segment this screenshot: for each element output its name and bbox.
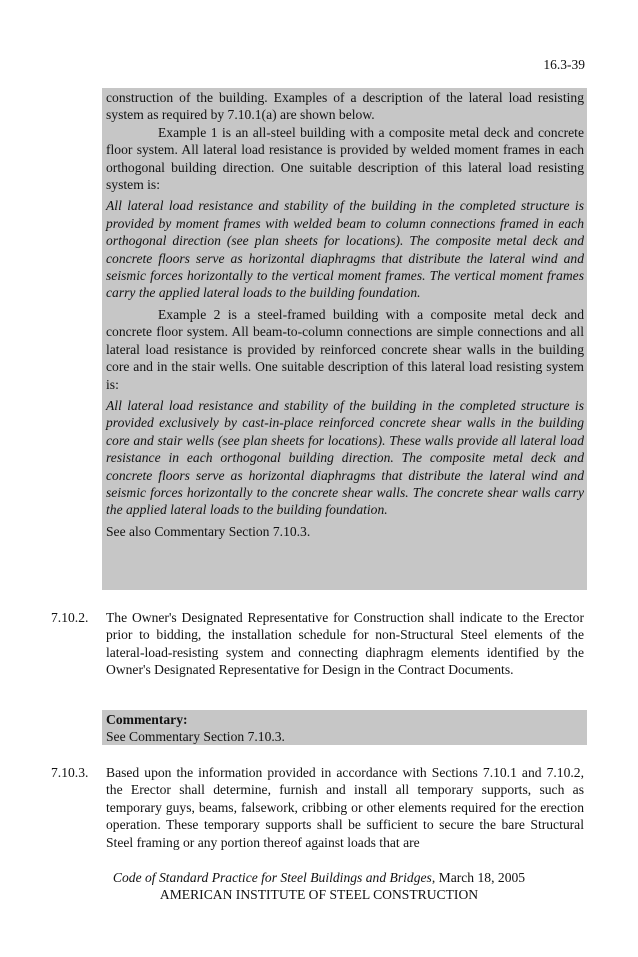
example-1-quote: All lateral load resistance and stability of the building in the completed structure is provided by moment frames with welded beam to column connections framed in each orthogonal direction (see plan sheets for locations). The composite metal deck and concrete floors serve as horizontal diaphragms that distribute the lateral wind and seismic forces horizontally to the vertical moment frames. The vertical moment frames carry the applied lateral loads to the building foundation. (106, 198, 584, 301)
example-1-intro: Example 1 is an all-steel building with a composite metal deck and concrete floor system. All lateral load resistance is provided by welded moment frames in each orthogonal building direction. One suitable description of this lateral load resisting system is: (106, 124, 584, 193)
commentary-heading: Commentary: (106, 712, 188, 727)
footer-title-line (0, 870, 638, 886)
footer-title: Code of Standard Practice for Steel Buildings and Bridges (112, 870, 432, 885)
footer-date: , March 18, 2005 (431, 870, 526, 885)
footer-organization: AMERICAN INSTITUTE OF STEEL CONSTRUCTION (159, 887, 479, 902)
section-body: Based upon the information provided in accordance with Sections 7.10.1 and 7.10.2, the Erector shall determine, furnish and install all temporary supports, such as temporary guys, beams, falsework, cribbing or other elements required for the erection operation. These temporary supports shall be sufficient to secure the bare Structural Steel framing or any portion thereof against loads that are (106, 765, 584, 850)
commentary-text: See Commentary Section 7.10.3. (106, 729, 285, 745)
commentary-block-examples (102, 88, 587, 590)
commentary-block-2 (102, 710, 587, 745)
section-number: 7.10.3. (51, 765, 89, 780)
section-body: The Owner's Designated Representative for Construction shall indicate to the Erector prior to bidding, the installation schedule for non-Structural Steel elements of the lateral-load-resisting system and connecting diaphragm elements identified by the Owner's Designated Representative for Design in the Contract Documents. (106, 610, 584, 678)
section-number: 7.10.2. (51, 610, 89, 625)
example-2-intro: Example 2 is a steel-framed building with a composite metal deck and concrete floor system. All beam-to-column connections are simple connections and all lateral load resistance is provided by reinforced concrete shear walls in the building core and in the stair wells. One suitable description of this lateral load resisting system is: (106, 306, 584, 392)
page-number: 16.3-39 (543, 57, 585, 72)
continuation-paragraph: construction of the building. Examples of a description of the lateral load resisting system as required by 7.10.1(a) are shown below. (106, 90, 584, 123)
see-also-commentary: See also Commentary Section 7.10.3. (106, 523, 311, 539)
example-2-quote: All lateral load resistance and stability of the building in the completed structure is provided exclusively by cast-in-place reinforced concrete shear walls in the building core and stair wells (see plan sheets for locations). These walls provide all lateral load resistance in each orthogonal building direction. The composite metal deck and concrete floors serve as horizontal diaphragms that distribute the lateral wind and seismic forces horizontally to the concrete shear walls. The concrete shear walls carry the applied lateral loads to the building foundation. (106, 397, 584, 518)
